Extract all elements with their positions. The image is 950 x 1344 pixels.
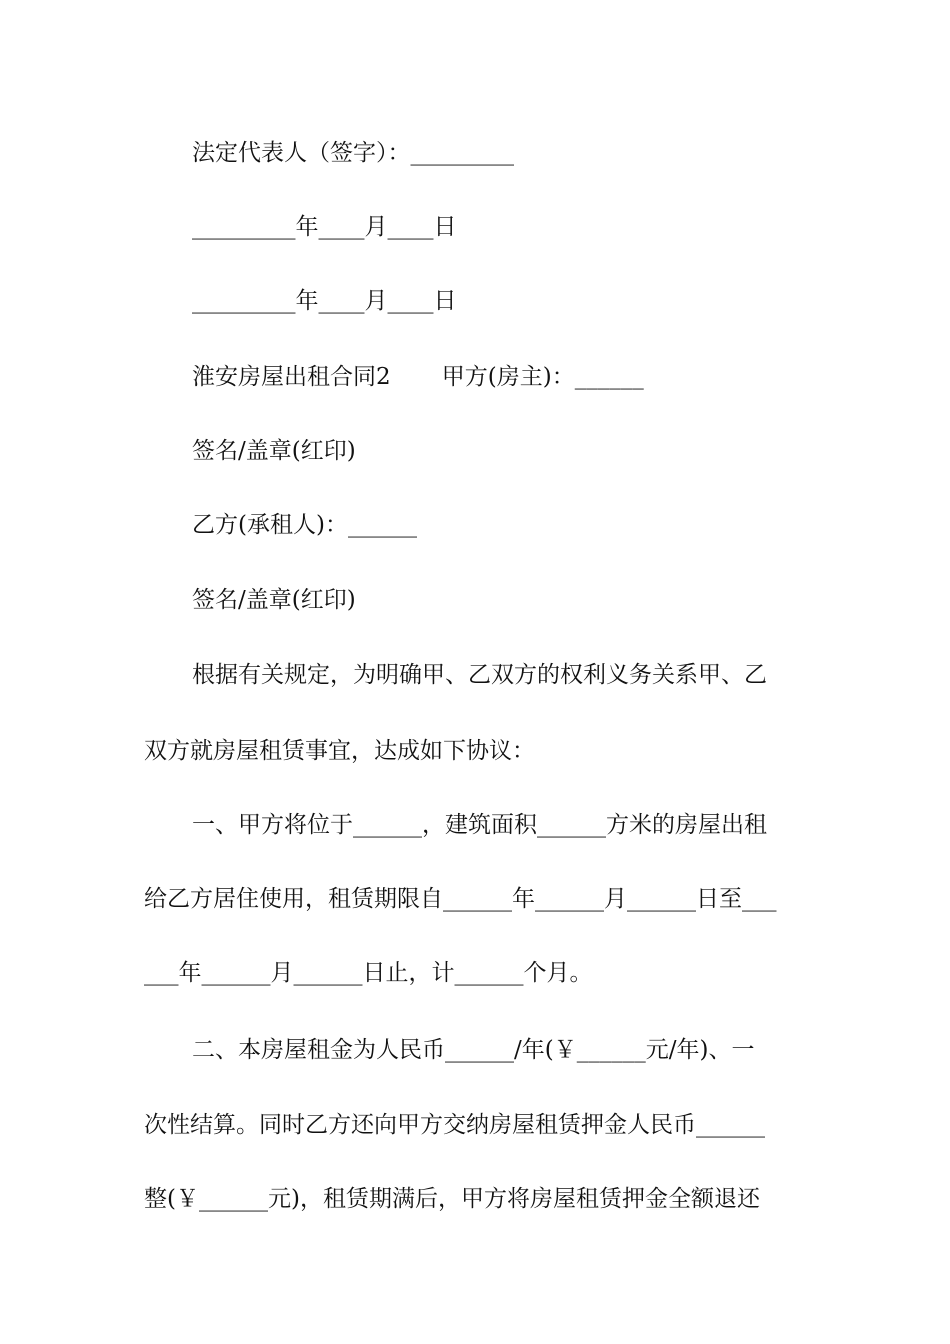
clause-2-line-2: 次性结算。同时乙方还向甲方交纳房屋租赁押金人民币______ xyxy=(144,1112,765,1138)
legal-representative-signature-line: 法定代表人（签字）：_________ xyxy=(192,140,514,166)
clause-1-line-1: 一、甲方将位于______，建筑面积______方米的房屋出租 xyxy=(192,812,767,838)
clause-2-line-3: 整(￥______元)，租赁期满后，甲方将房屋租赁押金全额退还 xyxy=(144,1186,760,1212)
date-line-1: _________年____月____日 xyxy=(192,214,457,240)
preamble-line-1: 根据有关规定，为明确甲、乙双方的权利义务关系甲、乙 xyxy=(192,662,767,688)
contract-title-and-landlord-line: 淮安房屋出租合同2 甲方(房主)：______ xyxy=(192,364,644,390)
clause-1-line-2: 给乙方居住使用，租赁期限自______年______月______日至___ xyxy=(144,886,777,912)
date-line-2: _________年____月____日 xyxy=(192,288,457,314)
preamble-line-2: 双方就房屋租赁事宜，达成如下协议： xyxy=(144,738,535,764)
landlord-signature-seal-line: 签名/盖章(红印) xyxy=(192,438,356,464)
clause-1-line-3: ___年______月______日止，计______个月。 xyxy=(144,960,593,986)
clause-2-line-1: 二、本房屋租金为人民币______/年(￥______元/年)、一 xyxy=(192,1037,755,1063)
tenant-signature-seal-line: 签名/盖章(红印) xyxy=(192,587,356,613)
tenant-line: 乙方(承租人)：______ xyxy=(192,512,417,538)
